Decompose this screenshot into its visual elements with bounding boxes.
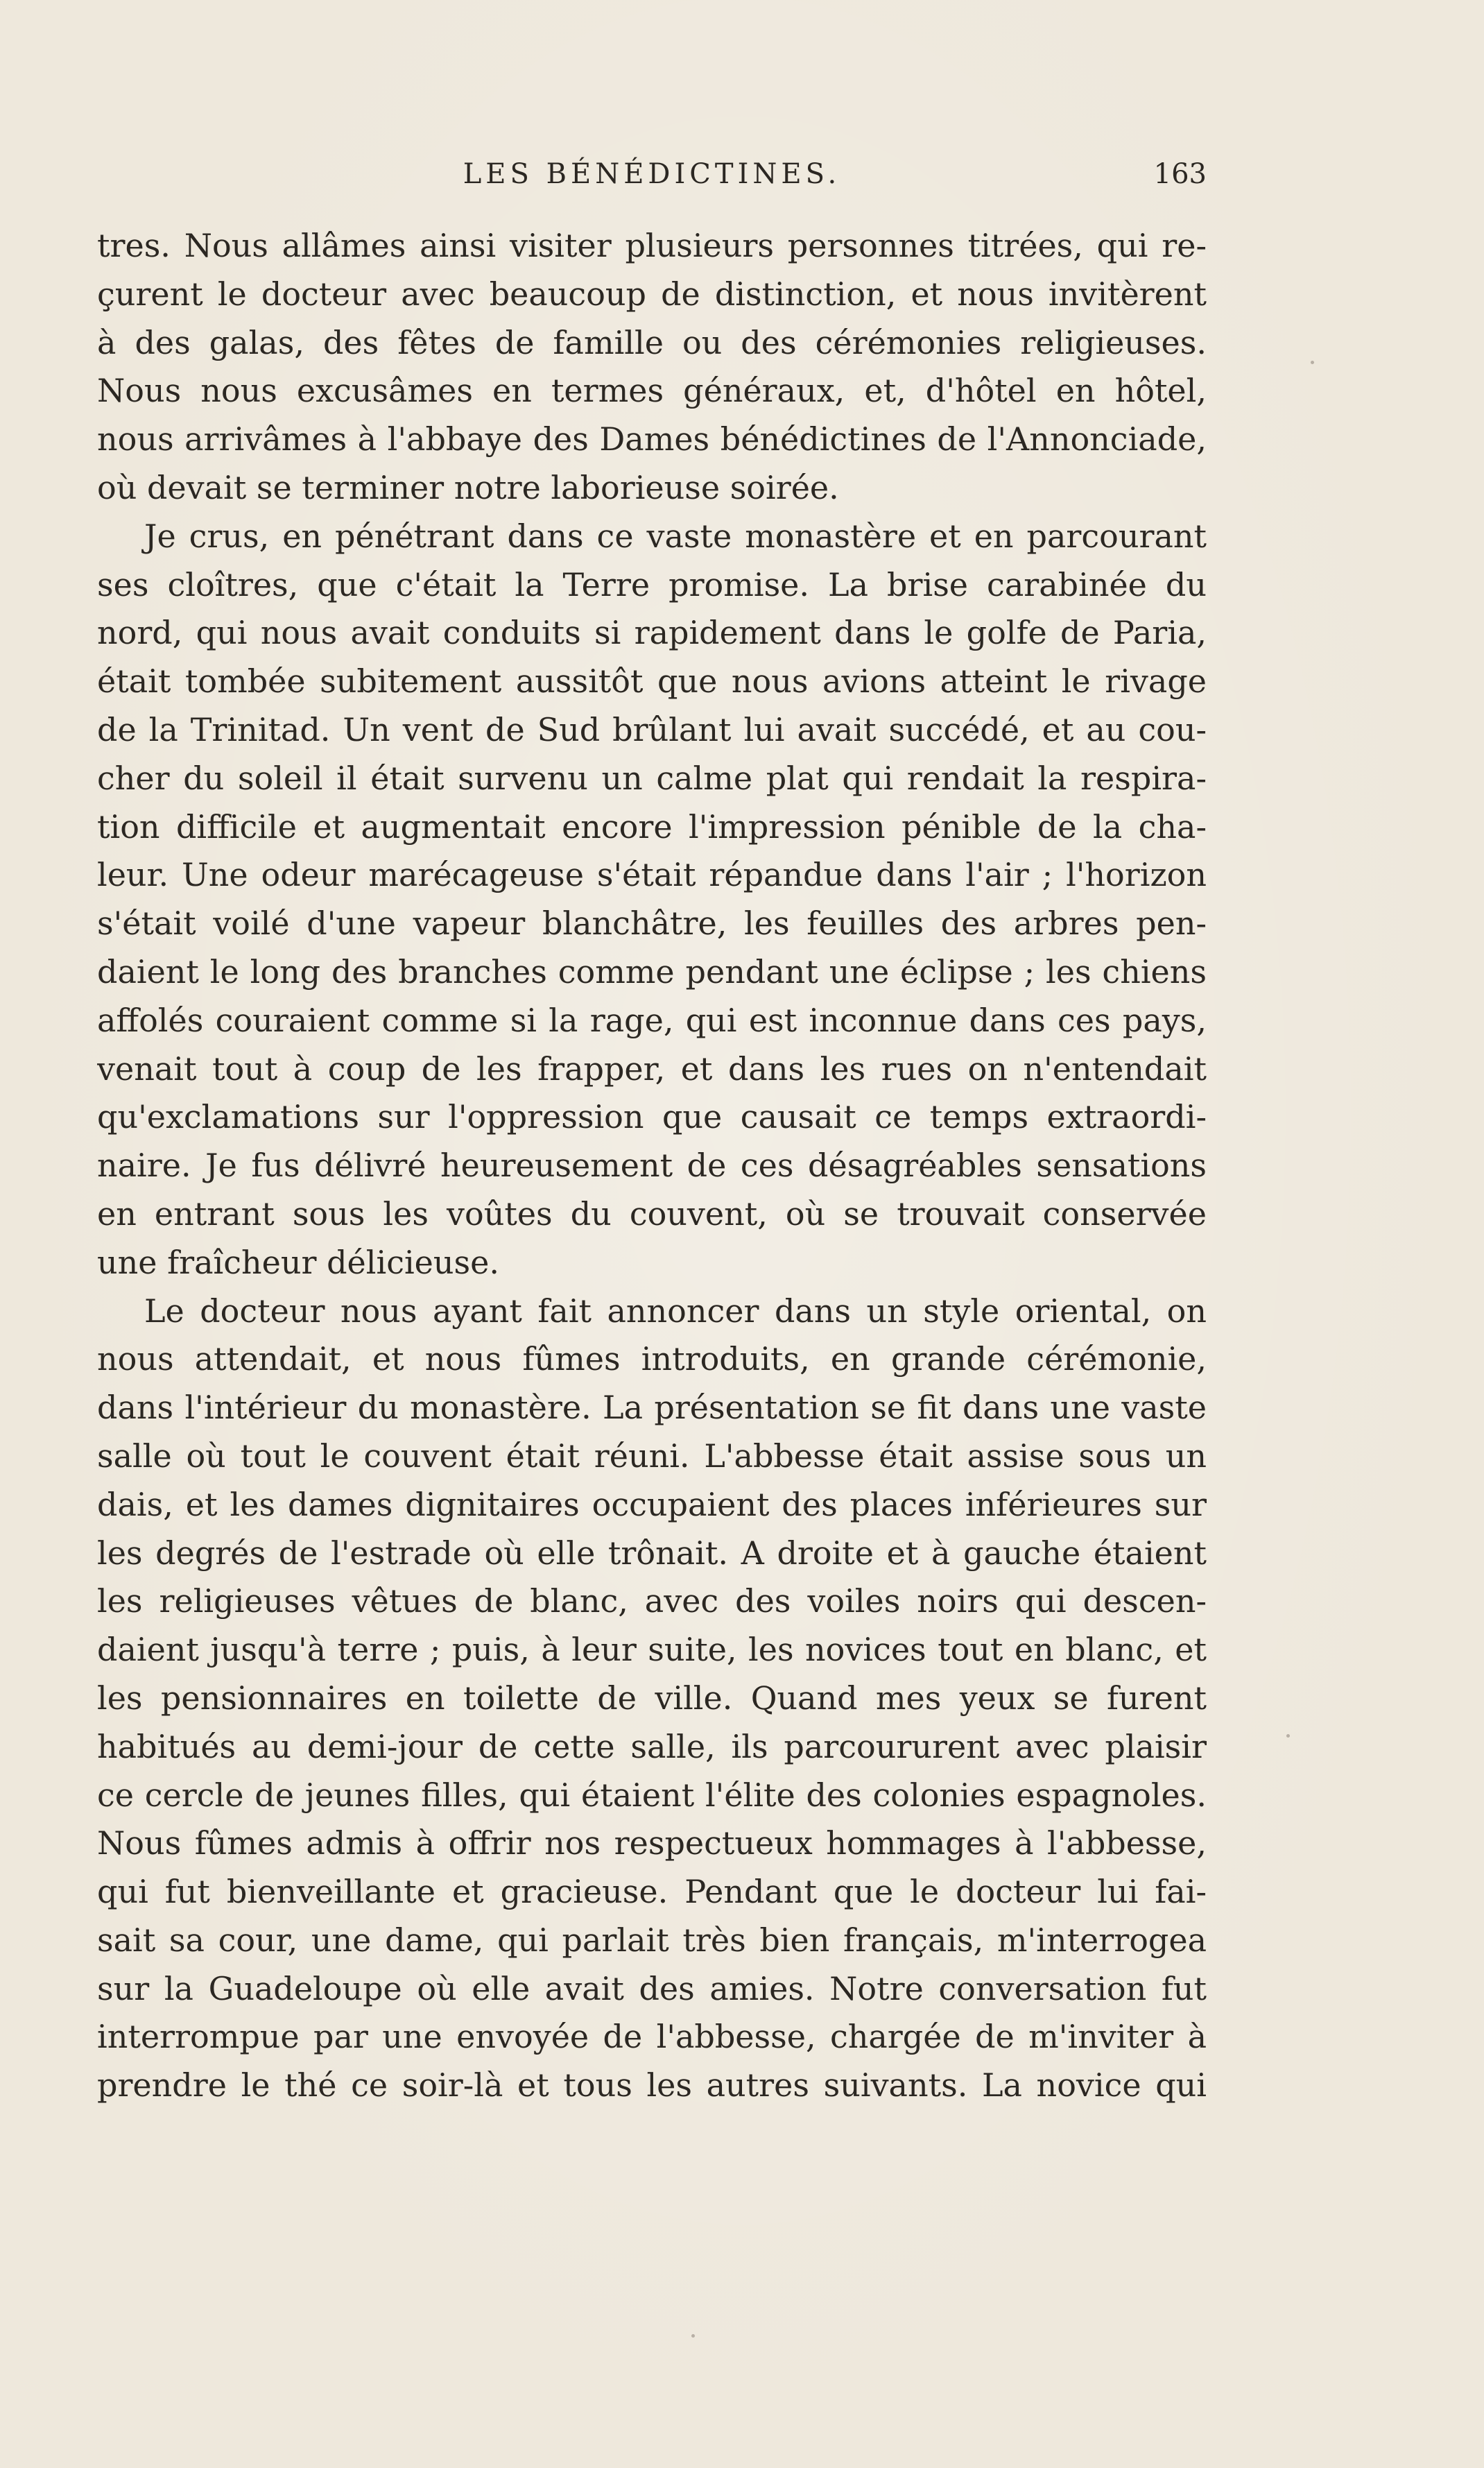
text-line: çurent le docteur avec beaucoup de distinction, et nous invitèrent xyxy=(97,275,1207,313)
text-line: ses cloîtres, que c'était la Terre promise. La brise carabinée du xyxy=(97,565,1207,603)
paragraph xyxy=(97,513,1207,1287)
text-line: naire. Je fus délivré heureusement de ces désagréables sensations xyxy=(97,1147,1207,1185)
text-line: prendre le thé ce soir-là et tous les autres suivants. La novice qui xyxy=(97,2066,1207,2105)
text-line: qui fut bienveillante et gracieuse. Pendant que le docteur lui fai- xyxy=(97,1873,1207,1911)
text-line: Nous fûmes admis à offrir nos respectueux hommages à l'abbesse, xyxy=(97,1824,1207,1862)
text-line: qu'exclamations sur l'oppression que causait ce temps extraordi- xyxy=(97,1098,1207,1136)
text-line: daient jusqu'à terre ; puis, à leur suite, les novices tout en blanc, et xyxy=(97,1631,1207,1669)
running-title: LES BÉNÉDICTINES. xyxy=(463,158,841,190)
text-line: s'était voilé d'une vapeur blanchâtre, les feuilles des arbres pen- xyxy=(97,905,1207,943)
text-line: les degrés de l'estrade où elle trônait. A droite et à gauche étaient xyxy=(97,1534,1207,1572)
text-line: ce cercle de jeunes filles, qui étaient l'élite des colonies espagnoles. xyxy=(97,1776,1207,1814)
text-line: dans l'intérieur du monastère. La présentation se fit dans une vaste xyxy=(97,1389,1207,1427)
text-line: Nous nous excusâmes en termes généraux, et, d'hôtel en hôtel, xyxy=(97,372,1207,410)
paper-speck xyxy=(1286,1734,1290,1738)
text-line: de la Trinitad. Un vent de Sud brûlant lui avait succédé, et au cou- xyxy=(97,710,1207,748)
text-line: était tombée subitement aussitôt que nous avions atteint le rivage xyxy=(97,662,1207,701)
text-line: tres. Nous allâmes ainsi visiter plusieurs personnes titrées, qui re- xyxy=(97,227,1207,264)
paper-speck xyxy=(691,2334,695,2338)
text-line: tion difficile et augmentait encore l'impression pénible de la cha- xyxy=(97,807,1207,846)
text-line: Le docteur nous ayant fait annoncer dans un style oriental, on xyxy=(144,1292,1207,1330)
text-line: les pensionnaires en toilette de ville. Quand mes yeux se furent xyxy=(97,1679,1207,1717)
text-line: sur la Guadeloupe où elle avait des amies. Notre conversation fut xyxy=(97,1969,1207,2007)
text-line: daient le long des branches comme pendant une éclipse ; les chiens xyxy=(97,952,1207,991)
text-line: les religieuses vêtues de blanc, avec des voiles noirs qui descen- xyxy=(97,1582,1207,1620)
text-line: salle où tout le couvent était réuni. L'abbesse était assise sous un xyxy=(97,1437,1207,1475)
text-line: affolés couraient comme si la rage, qui est inconnue dans ces pays, xyxy=(97,1001,1207,1039)
text-line: où devait se terminer notre laborieuse soirée. xyxy=(97,468,839,506)
running-header xyxy=(97,158,1207,200)
text-line: en entrant sous les voûtes du couvent, où se trouvait conservée xyxy=(97,1194,1207,1233)
text-line: habitués au demi-jour de cette salle, ils parcoururent avec plaisir xyxy=(97,1727,1207,1765)
text-line: nous arrivâmes à l'abbaye des Dames bénédictines de l'Annonciade, xyxy=(97,420,1207,459)
paper-speck xyxy=(1311,361,1314,364)
paragraph xyxy=(97,222,1207,513)
text-line: sait sa cour, une dame, qui parlait très bien français, m'interrogea xyxy=(97,1921,1207,1959)
text-line: interrompue par une envoyée de l'abbesse, chargée de m'inviter à xyxy=(97,2018,1207,2056)
text-line: nous attendait, et nous fûmes introduits, en grande cérémonie, xyxy=(97,1340,1207,1378)
body-text xyxy=(97,222,1207,2110)
text-line: Je crus, en pénétrant dans ce vaste monastère et en parcourant xyxy=(144,517,1207,555)
page-number: 163 xyxy=(1153,158,1207,190)
text-line: dais, et les dames dignitaires occupaient des places inférieures sur xyxy=(97,1485,1207,1523)
text-line: venait tout à coup de les frapper, et dans les rues on n'entendait xyxy=(97,1049,1207,1088)
text-line: cher du soleil il était survenu un calme plat qui rendait la respira- xyxy=(97,759,1207,797)
paragraph xyxy=(97,1287,1207,2111)
text-line: nord, qui nous avait conduits si rapidement dans le golfe de Paria, xyxy=(97,614,1207,652)
text-line: à des galas, des fêtes de famille ou des cérémonies religieuses. xyxy=(97,323,1207,361)
text-line: leur. Une odeur marécageuse s'était répandue dans l'air ; l'horizon xyxy=(97,856,1207,894)
text-line: une fraîcheur délicieuse. xyxy=(97,1243,499,1281)
